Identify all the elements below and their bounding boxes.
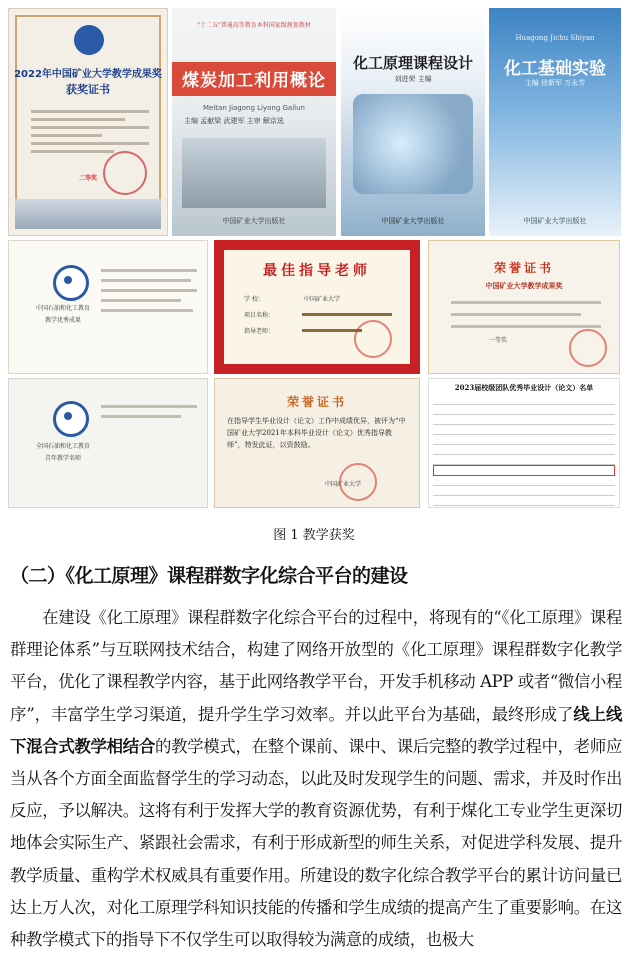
textbook-cover-experiment [489, 8, 621, 236]
book-publisher: 中国矿业大学出版社 [381, 217, 445, 225]
book-series-label: "十二五"普通高等教育本科国家级规划教材 [197, 22, 311, 29]
association-logo-icon [53, 401, 89, 437]
award-certificate-2022 [8, 8, 168, 236]
certificate-row-advisor-label: 指导老师： [244, 328, 275, 335]
petrochem-teaching-achievement-certificate [8, 240, 208, 374]
certificate-title: 荣誉证书 [286, 395, 347, 409]
certificate-line1: 中国石油和化工教育 [35, 305, 90, 312]
paragraph-text-2: 的教学模式，在整个课前、课中、课后完整的教学过程中，老师应当从各个方面全面监督学生的学习动态，以此及时发现学生的问题、需求，并及时作出反应，予以解决。这将有利于发挥大学的教育资源优势，有利于煤化工专业学生更深切地体会实际生产、紧跟社会需求，有利于形成新型的师生关系，对促进学科发展、提升教学质量、重构学术权威具有重要作用。所建设的数字化综合教学平台的累计访问量已达上万人次，对化工原理学科知识技能的传播和学生成绩的提高产生了重要影响。在这种教学模式下的指导下不仅学生可以取得较为满意的成绩，也极大 [10, 736, 622, 950]
excellent-thesis-list [428, 378, 620, 508]
young-teaching-master-certificate [8, 378, 208, 508]
textbook-cover-course-design [341, 8, 485, 236]
red-stamp-icon [103, 151, 147, 195]
book-authors: 主编 孟献梁 武建军 主审 解京选 [184, 117, 284, 125]
association-logo-icon [53, 265, 89, 301]
certificate-row-school-label: 学 校： [244, 296, 264, 303]
certificate-subtitle: 中国矿业大学教学成果奖 [485, 281, 563, 290]
certificate-line2: 教学优秀成果 [44, 317, 81, 324]
book-author: 主编 徐新军 万永芳 [524, 79, 586, 87]
certificate-subtitle: 获奖证书 [66, 83, 110, 96]
university-seal-icon [74, 25, 104, 55]
red-stamp-icon [569, 329, 607, 367]
paragraph-text-1: 在建设《化工原理》课程群数字化综合平台的过程中，将现有的“《化工原理》课程群理论体系”与互联网技术结合，构建了网络开放型的《化工原理》课程群数字化教学平台，优化了课程教学内容，基于此网络教学平台，开发手机移动 APP 或者“微信小程序”，丰富学生学习渠道，提升学生学习效率。并以此平台为基础，最终形成了 [10, 608, 622, 724]
certificate-line1: 全国石油和化工教育 [35, 443, 90, 450]
certificate-line2: 青年教学名师 [44, 455, 81, 462]
list-title: 2023届校级团队优秀毕业设计（论文）名单 [454, 383, 594, 392]
section-heading: （二）《化工原理》课程群数字化综合平台的建设 [10, 565, 408, 587]
certificate-title: 2022年中国矿业大学教学成果奖 [14, 69, 162, 80]
plant-photo [182, 138, 326, 208]
book-author: 刘进荣 主编 [394, 75, 432, 83]
book-title: 煤炭加工利用概论 [182, 71, 326, 91]
red-stamp-icon [354, 320, 392, 358]
certificate-row-project-label: 项目名称： [244, 312, 275, 319]
figure-caption: 图 1 教学获奖 [273, 528, 355, 543]
certificate-level: 二等奖 [78, 175, 97, 182]
book-publisher: 中国矿业大学出版社 [523, 217, 587, 225]
red-stamp-icon [339, 463, 377, 501]
book-pinyin: Meitan Jiagong Liyong Gailun [203, 104, 305, 112]
certificate-grade: 一等奖 [489, 337, 508, 344]
textbook-cover-coal [172, 8, 336, 236]
certificate-row-school-value: 中国矿业大学 [304, 296, 341, 303]
list-rows [433, 395, 615, 503]
certificate-org: 中国矿业大学 [325, 481, 362, 488]
certificate-title: 最佳指导老师 [263, 263, 371, 279]
campus-illustration [15, 199, 161, 229]
best-advisor-certificate [214, 240, 420, 374]
paragraph-bold-phrase: 线上线下混合式教学相结合 [10, 704, 622, 756]
section-paragraph [10, 602, 622, 956]
honor-certificate-teaching-achievement [428, 240, 620, 374]
book-pinyin: Huagong Jichu Shiyan [515, 34, 595, 42]
book-title: 化工原理课程设计 [352, 54, 473, 72]
certificate-body: 在指导学生毕业设计（论文）工作中成绩优异，被评为“中国矿业大学2021年本科毕业设计（论文）优秀指导教师”，特发此证，以资鼓励。 [227, 417, 406, 449]
book-title: 化工基础实验 [504, 59, 606, 79]
outstanding-advisor-honor-certificate [214, 378, 420, 508]
glassware-illustration [353, 94, 473, 194]
certificate-text-lines [31, 105, 149, 158]
certificate-title: 荣誉证书 [493, 261, 554, 275]
book-publisher: 中国矿业大学出版社 [222, 217, 286, 225]
